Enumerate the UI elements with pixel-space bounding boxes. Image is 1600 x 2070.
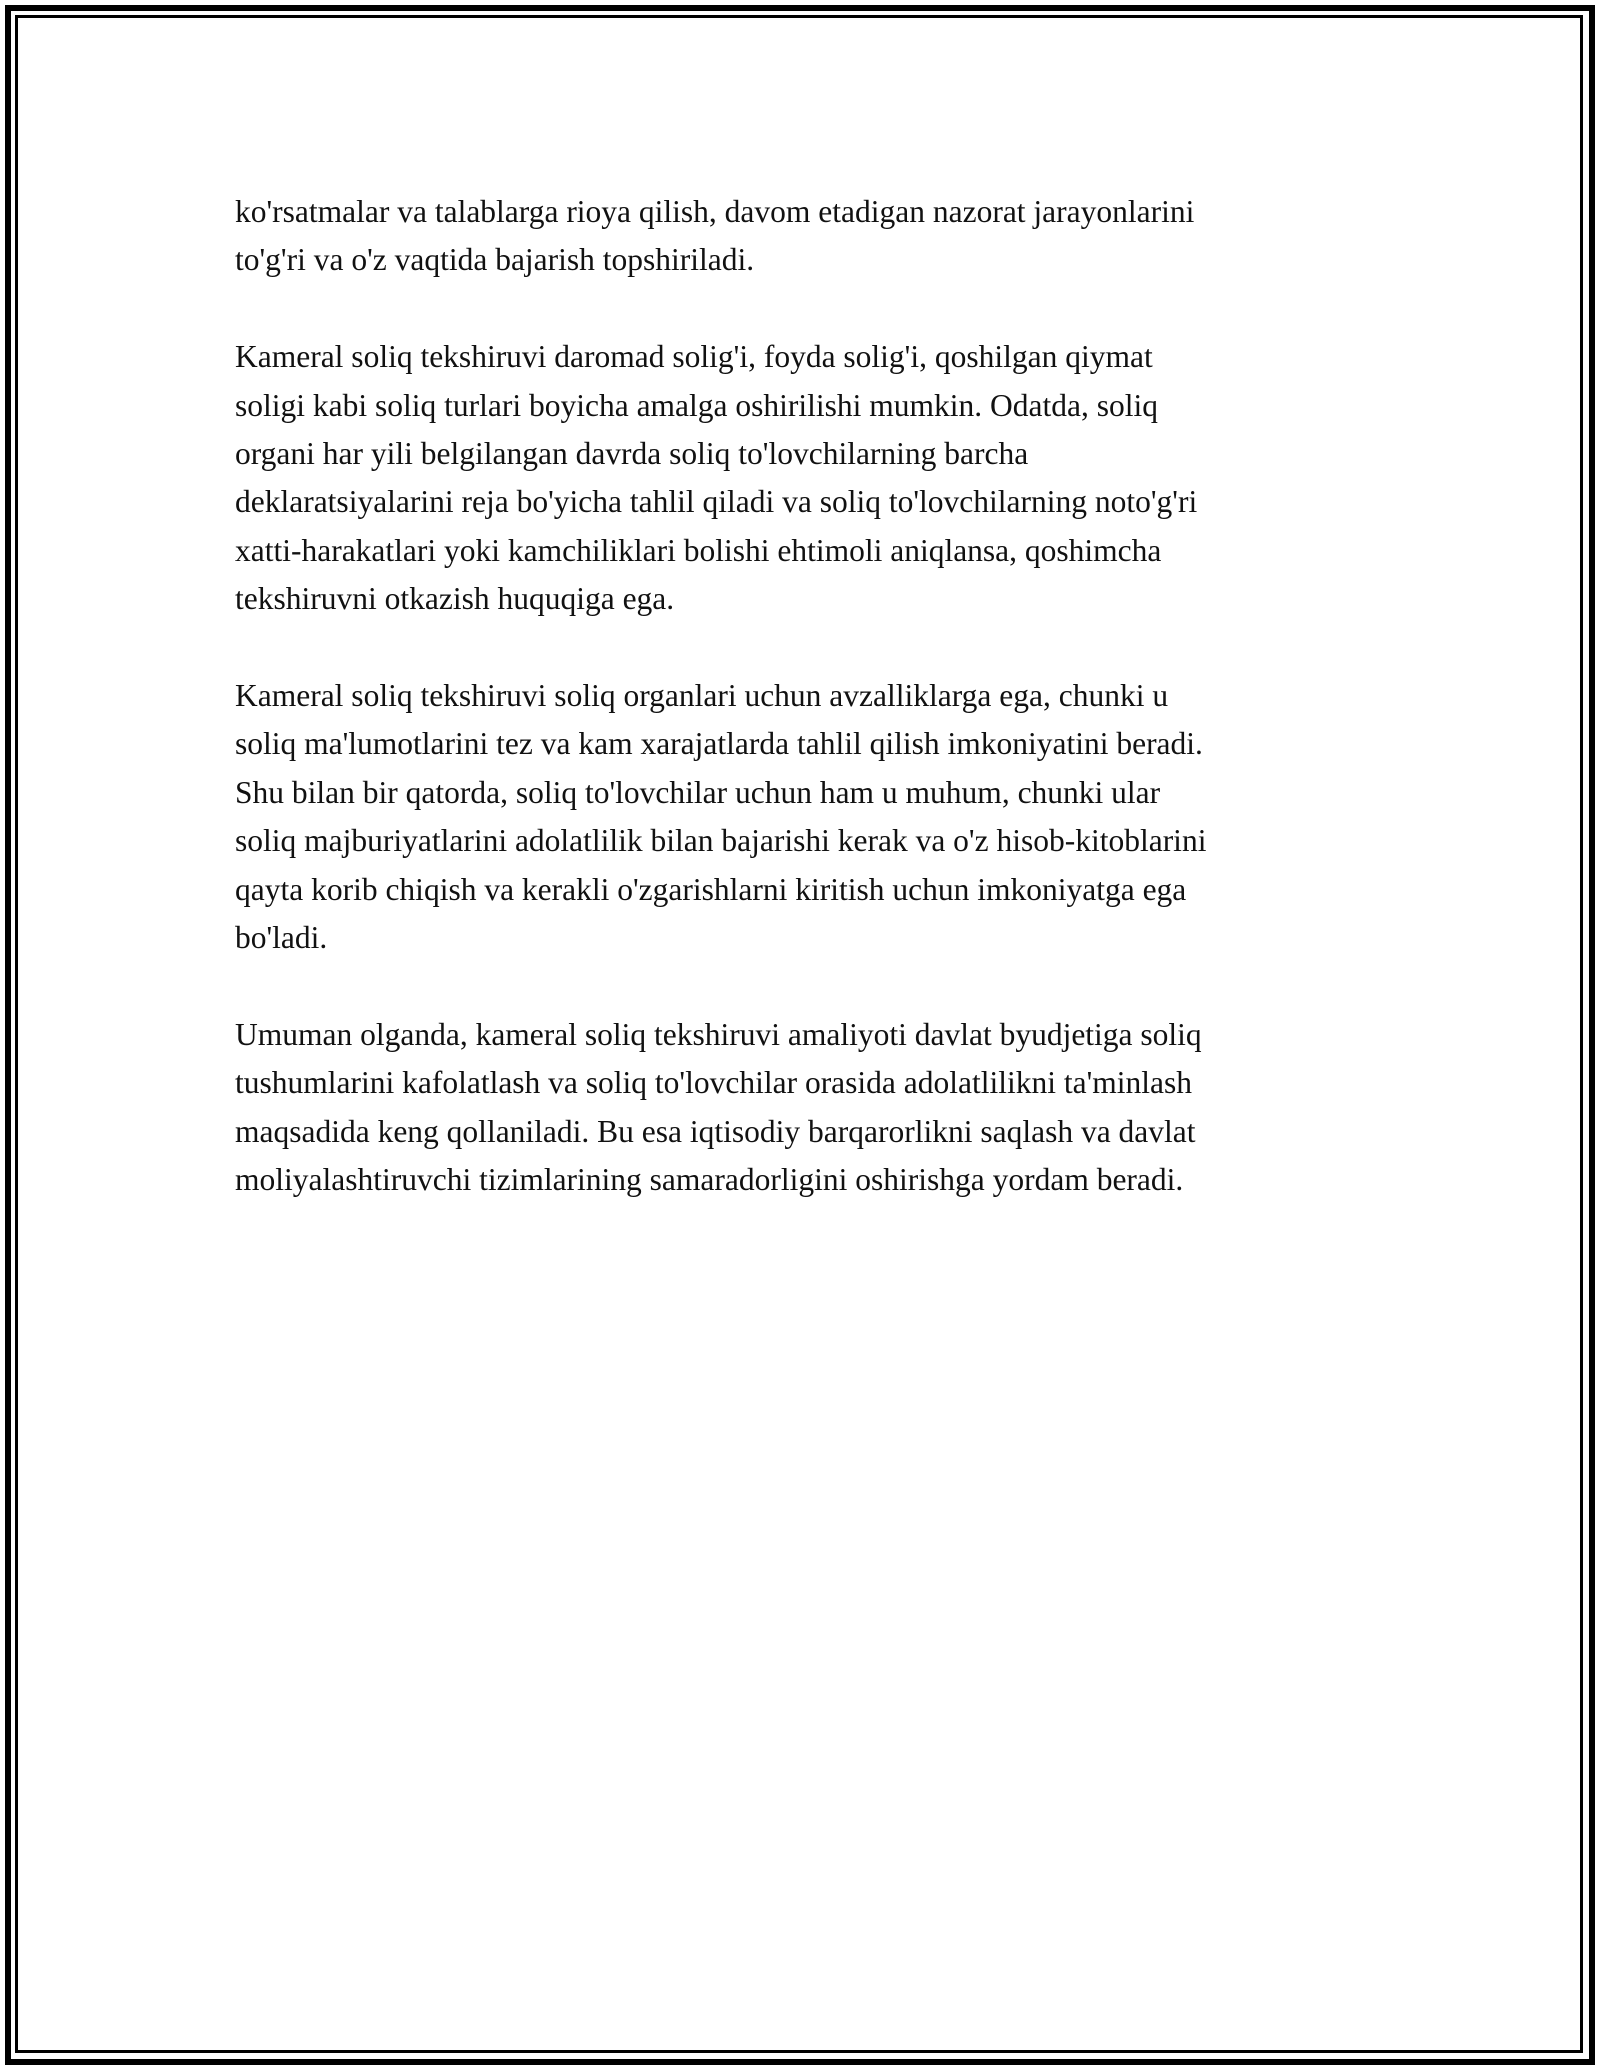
text-line: Kameral soliq tekshiruvi daromad solig'i, foyda solig'i, qoshilgan qiymat [235, 339, 1153, 375]
text-line: organi har yili belgilangan davrda soliq to'lovchilarning barcha [235, 436, 1029, 472]
paragraph-4 [235, 1011, 1380, 1205]
text-line: ko'rsatmalar va talablarga rioya qilish, davom etadigan nazorat jarayonlarini [235, 194, 1195, 229]
text-line: qayta korib chiqish va kerakli o'zgarishlarni kiritish uchun imkoniyatga ega [235, 871, 1187, 907]
text-line: Umuman olganda, kameral soliq tekshiruvi amaliyoti davlat byudjetiga soliq [235, 1016, 1202, 1052]
text-line: soliq majburiyatlarini adolatlilik bilan bajarishi kerak va o'z hisob-kitoblarini [235, 823, 1207, 859]
text-line: Shu bilan bir qatorda, soliq to'lovchilar uchun ham u muhum, chunki ular [235, 774, 1161, 810]
text-line: Kameral soliq tekshiruvi soliq organlari uchun avzalliklarga ega, chunki u [235, 678, 1169, 714]
document-body [235, 188, 1380, 1253]
paragraph-1 [235, 188, 1380, 285]
text-line: tushumlarini kafolatlash va soliq to'lovchilar orasida adolatlilikni ta'minlash [235, 1065, 1193, 1101]
text-line: bo'ladi. [235, 920, 328, 956]
text-line: deklaratsiyalarini reja bo'yicha tahlil qiladi va soliq to'lovchilarning noto'g'ri [235, 484, 1198, 520]
paragraph-2 [235, 333, 1380, 623]
text-line: xatti-harakatlari yoki kamchiliklari bolishi ehtimoli aniqlansa, qoshimcha [235, 532, 1162, 568]
text-line: soliq ma'lumotlarini tez va kam xarajatlarda tahlil qilish imkoniyatini beradi. [235, 726, 1203, 762]
text-line: soligi kabi soliq turlari boyicha amalga oshirilishi mumkin. Odatda, soliq [235, 387, 1159, 423]
text-line: maqsadida keng qollaniladi. Bu esa iqtisodiy barqarorlikni saqlash va davlat [235, 1113, 1196, 1149]
text-line: to'g'ri va o'z vaqtida bajarish topshiriladi. [235, 242, 755, 278]
text-line: tekshiruvni otkazish huquqiga ega. [235, 581, 675, 617]
text-line: moliyalashtiruvchi tizimlarining samaradorligini oshirishga yordam beradi. [235, 1162, 1184, 1198]
paragraph-3 [235, 672, 1380, 962]
